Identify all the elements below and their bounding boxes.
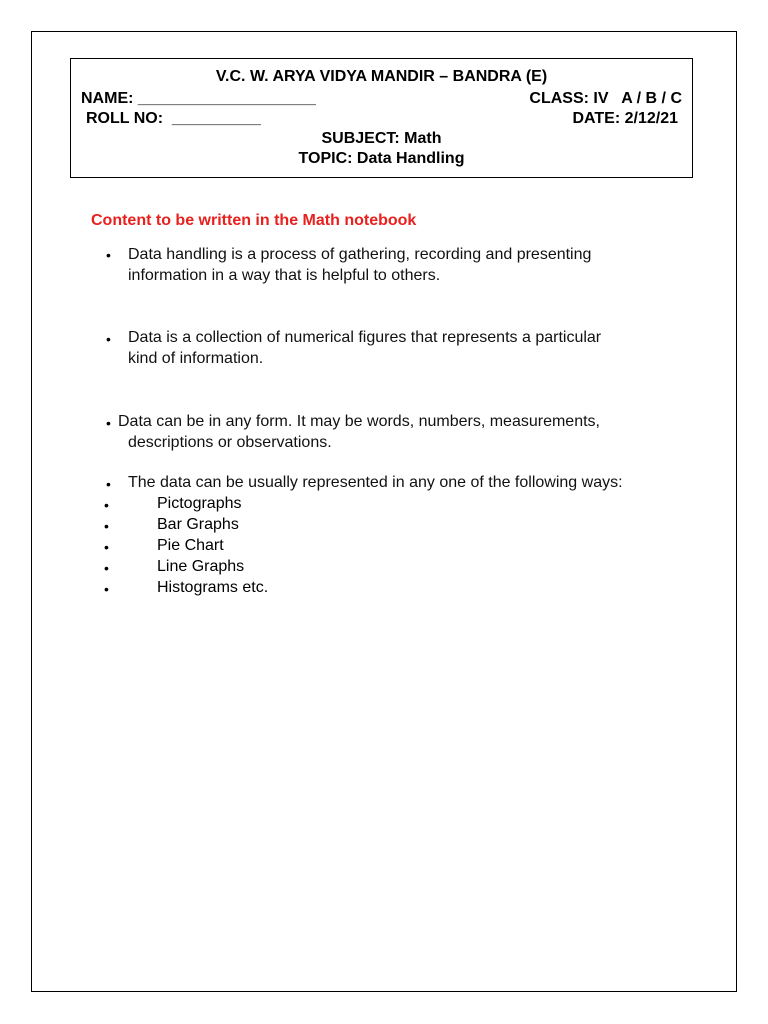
list-item: Pictographs <box>157 495 242 512</box>
paragraph-line: Data can be in any form. It may be words, numbers, measurements, <box>118 413 600 430</box>
bullet-icon: • <box>106 331 111 347</box>
list-item: Bar Graphs <box>157 516 239 533</box>
paragraph-line: Data is a collection of numerical figures that represents a particular <box>128 329 602 346</box>
roll-no-field-label: ROLL NO: __________ <box>86 110 261 127</box>
bullet-icon: • <box>104 518 109 534</box>
paragraph-line: Data handling is a process of gathering, recording and presenting <box>128 246 592 263</box>
bullet-icon: • <box>106 247 111 263</box>
bullet-icon: • <box>106 476 111 492</box>
bullet-icon: • <box>104 560 109 576</box>
bullet-icon: • <box>104 497 109 513</box>
paragraph-line: kind of information. <box>128 350 264 367</box>
bullet-icon: • <box>104 581 109 597</box>
date-label: DATE: 2/12/21 <box>572 110 678 127</box>
list-item: Line Graphs <box>157 558 245 575</box>
name-field-label: NAME: ____________________ <box>81 90 316 107</box>
class-label: CLASS: IV A / B / C <box>529 90 682 107</box>
paragraph-line: The data can be usually represented in any one of the following ways: <box>128 474 623 491</box>
bullet-icon: • <box>106 415 111 431</box>
subject-label: SUBJECT: Math <box>321 130 442 147</box>
paragraph-line: descriptions or observations. <box>128 434 332 451</box>
school-name: V.C. W. ARYA VIDYA MANDIR – BANDRA (E) <box>215 68 548 85</box>
topic-label: TOPIC: Data Handling <box>298 150 465 167</box>
document-header <box>70 58 693 178</box>
paragraph-line: information in a way that is helpful to others. <box>128 267 441 284</box>
list-item: Histograms etc. <box>157 579 269 596</box>
list-item: Pie Chart <box>157 537 224 554</box>
content-heading: Content to be written in the Math notebook <box>91 212 417 229</box>
bullet-icon: • <box>104 539 109 555</box>
